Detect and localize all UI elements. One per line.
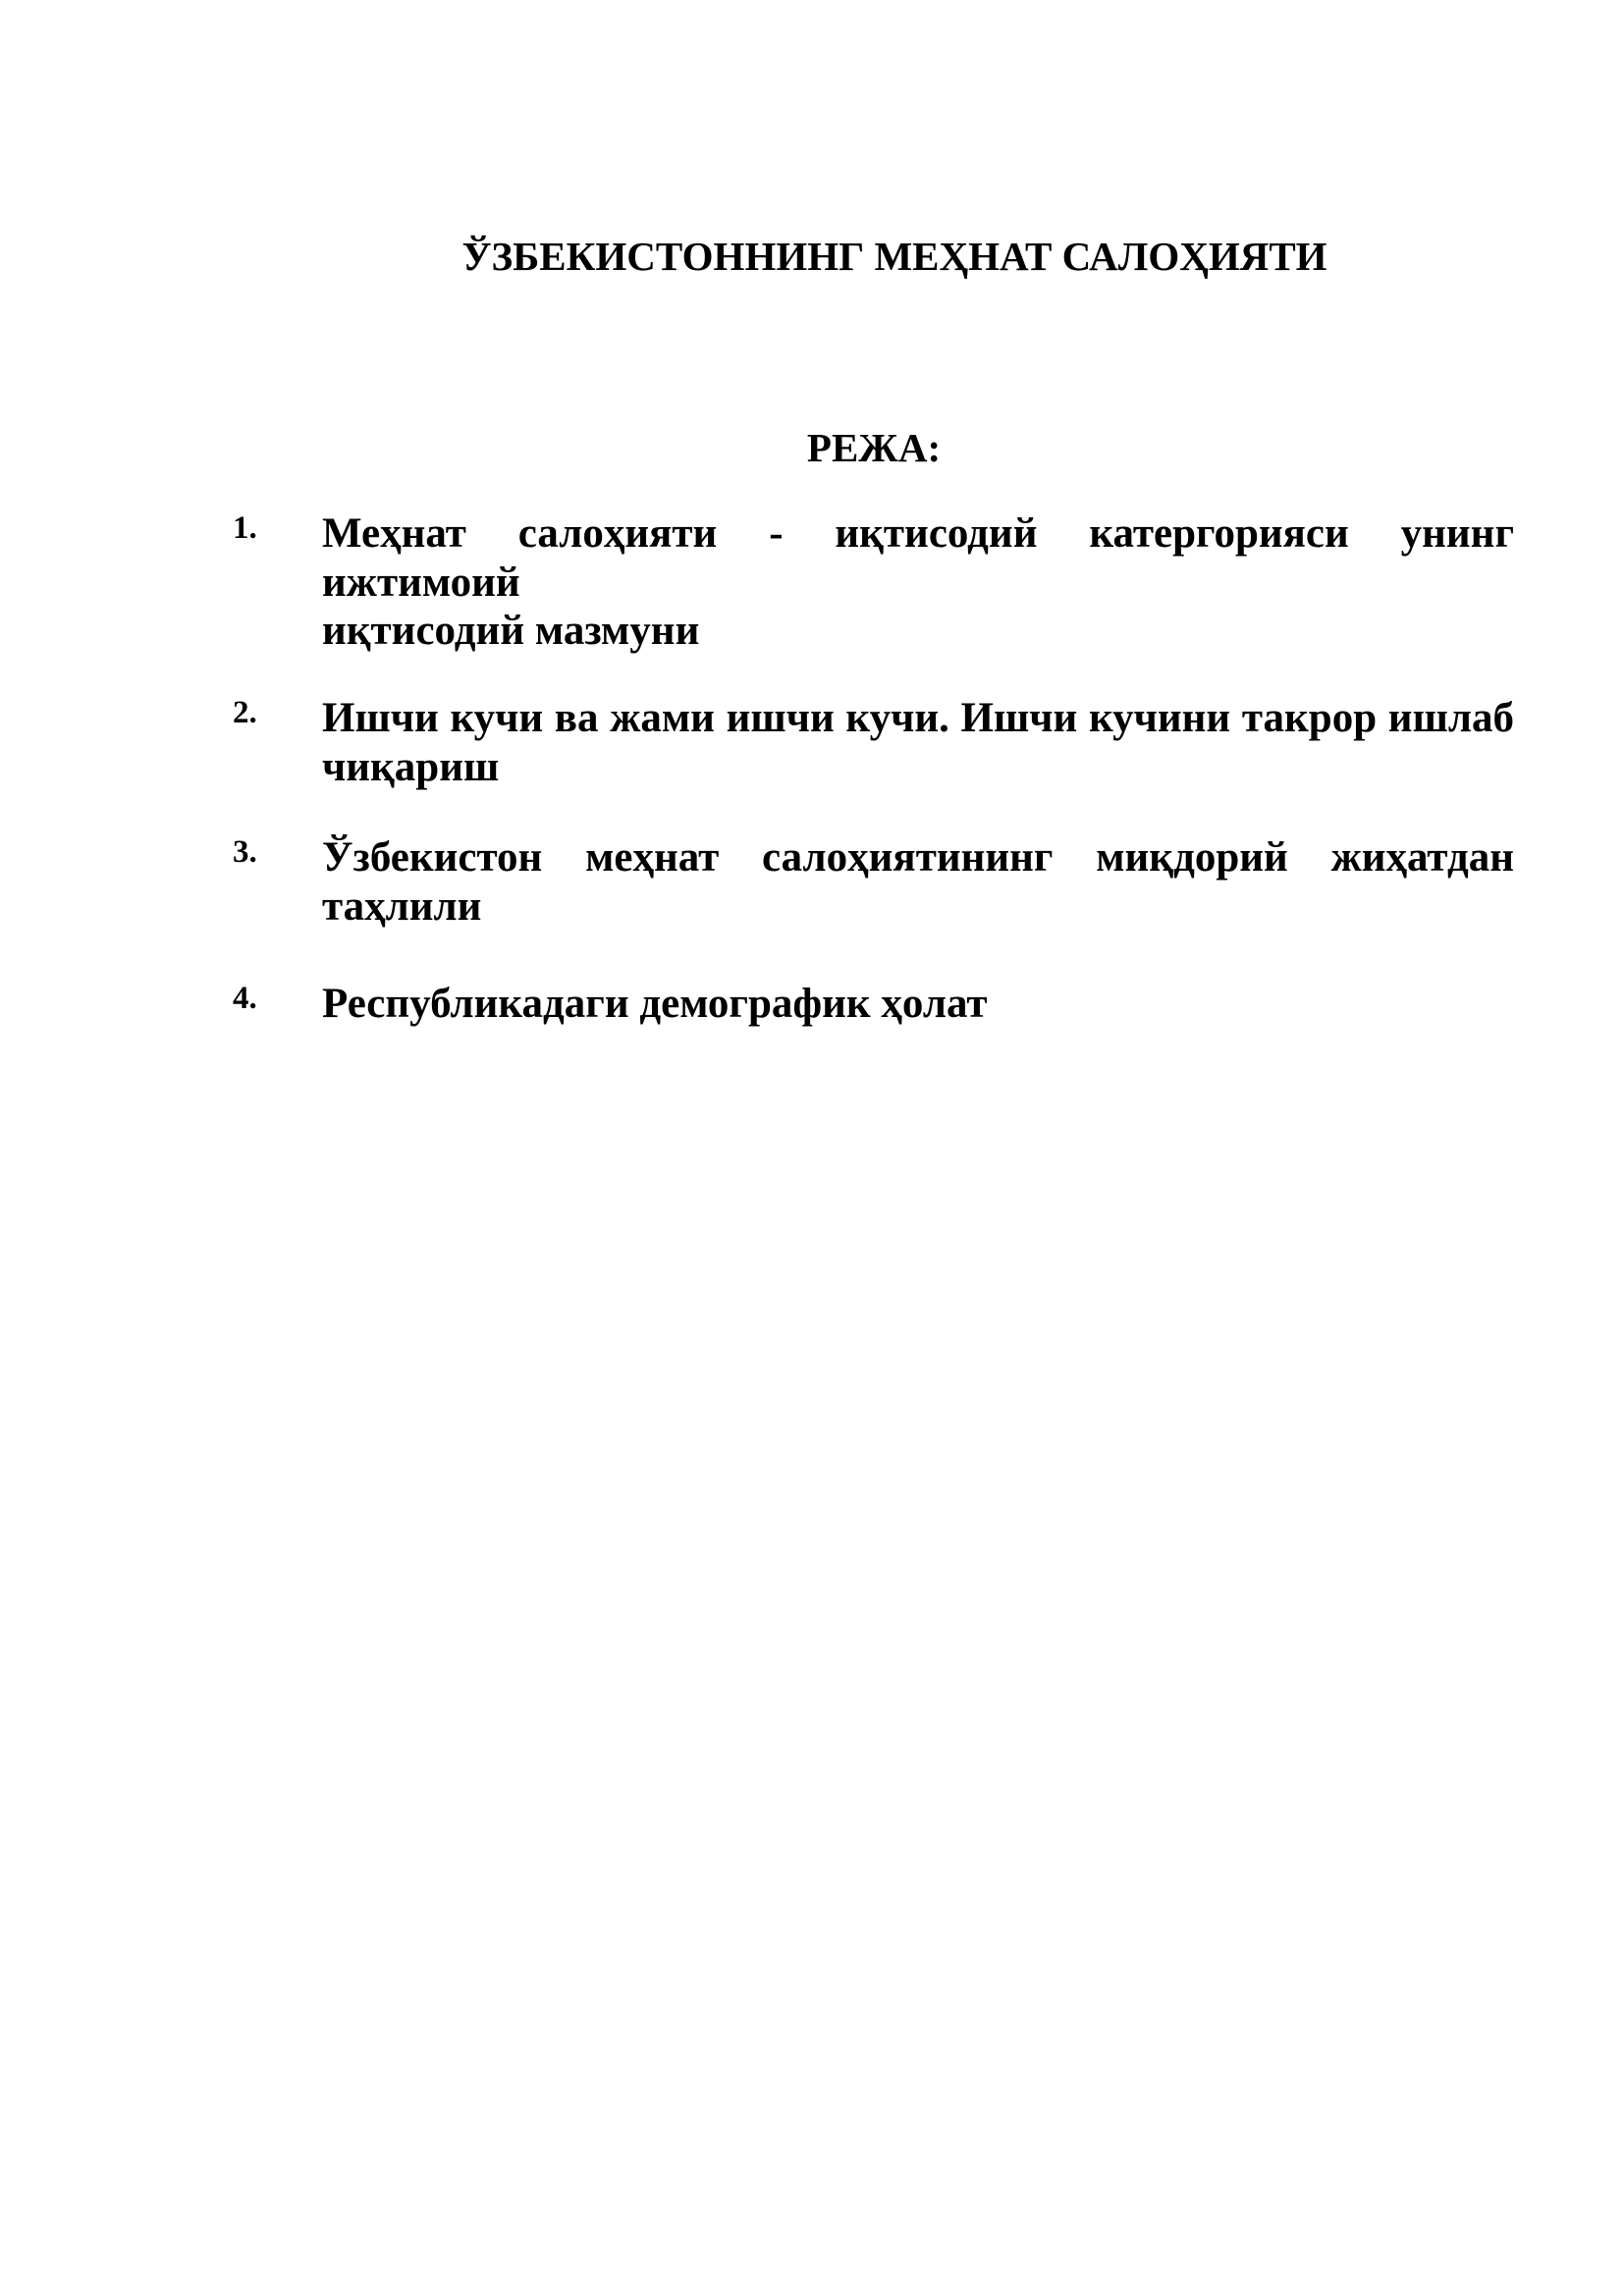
plan-item-number: 1. <box>233 510 257 546</box>
plan-item <box>233 980 1514 1029</box>
plan-item-number: 2. <box>233 695 257 730</box>
plan-item-text <box>322 833 1514 931</box>
plan-item-line: таҳлили <box>322 882 482 930</box>
plan-item <box>233 509 1514 656</box>
plan-heading: РЕЖА: <box>806 425 942 470</box>
document-title: ЎЗБЕКИСТОННИНГ МЕҲНАТ САЛОҲИЯТИ <box>461 234 1327 279</box>
plan-item-line: иқтисодий мазмуни <box>322 608 700 654</box>
plan-item <box>233 833 1514 931</box>
plan-item-number: 3. <box>233 834 257 870</box>
plan-item-line: Ишчи кучи ва жами ишчи кучи. Ишчи кучини такрор ишлаб <box>322 695 1514 741</box>
plan-item-line: Республикадаги демографик ҳолат <box>322 981 988 1027</box>
plan-item-text <box>322 694 1514 791</box>
plan-item-line: Ўзбекистон меҳнат салоҳиятининг миқдорий жиҳатдан <box>322 834 1514 881</box>
plan-item-number: 4. <box>233 981 257 1016</box>
plan-item-line: чиқариш <box>322 743 500 790</box>
plan-item-text <box>322 509 1514 656</box>
plan-item-line: Меҳнат салоҳияти - иқтисодий катергорияси унинг ижтимоий <box>322 510 1514 606</box>
plan-item-text <box>322 980 1514 1029</box>
plan-item <box>233 694 1514 791</box>
